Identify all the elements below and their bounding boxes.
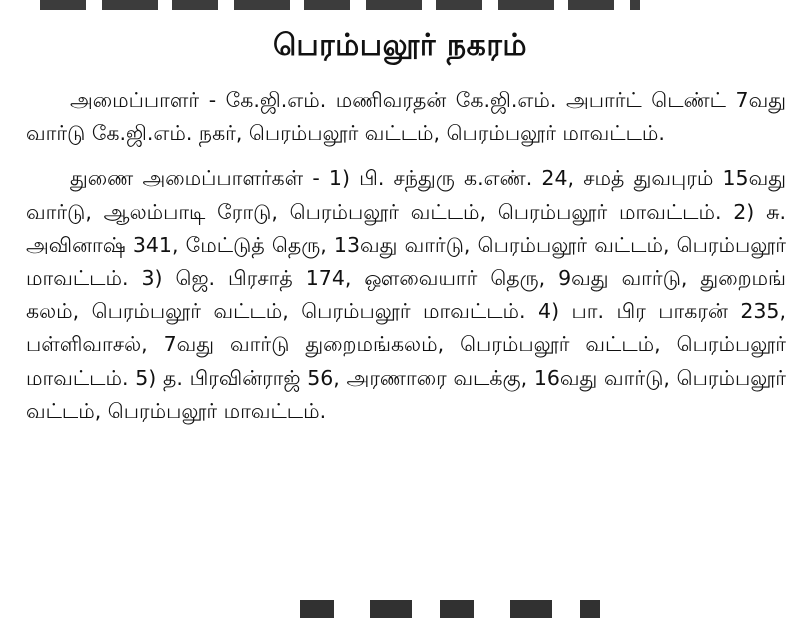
cropped-next-heading: [0, 598, 800, 618]
deputy-organizers-paragraph: துணை அமைப்பாளர்கள் - 1) பி. சந்துரு க.எண். 24, சமத் துவபுரம் 15வது வார்டு, ஆலம்பாடி ரோடு, பெரம்பலூர் வட்டம், பெரம்பலூர் மாவட்டம். 2) சு. அவினாஷ் 341, மேட்டுத் தெரு, 13வது வார்டு, பெரம்பலூர் வட்டம், பெரம்பலூர் மாவட்டம். 3) ஜெ. பிரசாத் 174, ஔவையார் தெரு, 9வது வார்டு, துறைமங் கலம், பெரம்பலூர் வட்டம், பெரம்பலூர் மாவட்டம். 4) பா. பிர பாகரன் 235, பள்ளிவாசல், 7வது வார்டு துறைமங்கலம், பெரம்பலூர் வட்டம், பெரம்பலூர் மாவட்டம். 5) த. பிரவின்ராஜ் 56, அரணாரை வடக்கு, 16வது வார்டு, பெரம்பலூர் வட்டம், பெரம்பலூர் மாவட்டம்.: [26, 166, 786, 423]
cropped-previous-line: [0, 0, 800, 10]
cropped-text-fragment: [300, 600, 600, 618]
section-heading: பெரம்பலூர் நகரம்: [272, 28, 528, 63]
article-body: [26, 84, 786, 428]
cropped-text-fragment: [40, 0, 640, 10]
organizer-paragraph: அமைப்பாளர் - கே.ஜி.எம். மணிவரதன் கே.ஜி.எம். அபார்ட் டெண்ட் 7வது வார்டு கே.ஜி.எம். நகர், பெரம்பலூர் வட்டம், பெரம்பலூர் மாவட்டம்.: [26, 88, 786, 146]
